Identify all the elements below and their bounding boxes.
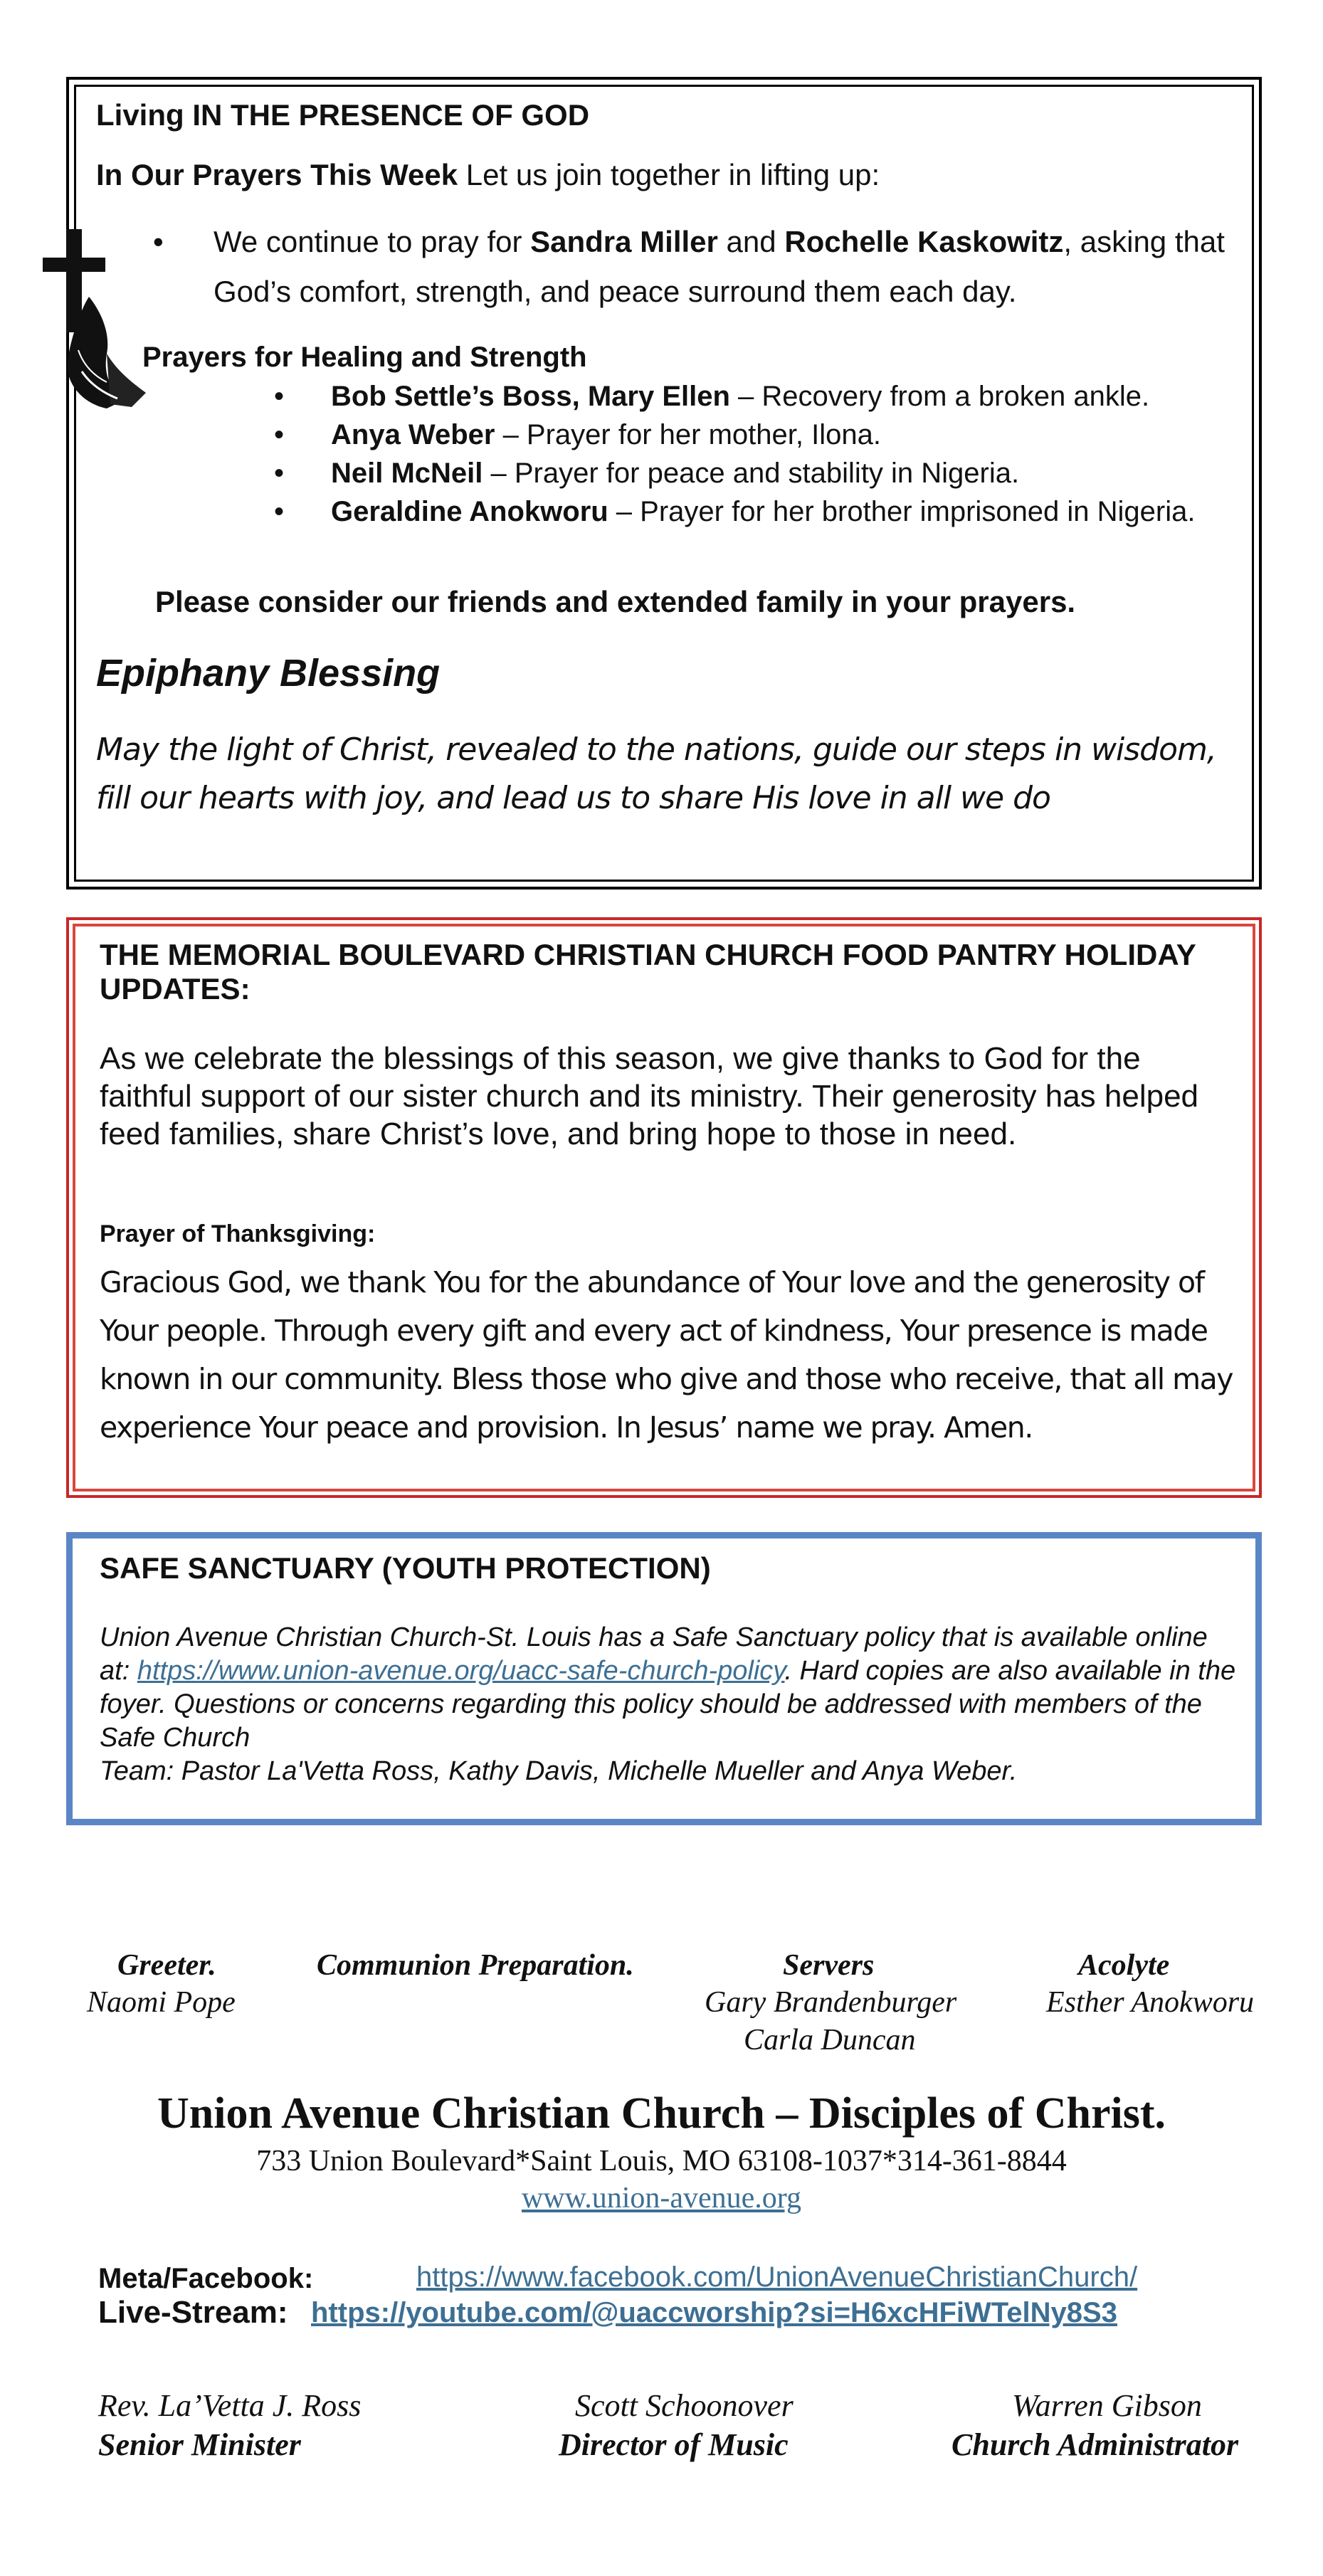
greeter-name: Naomi Pope — [87, 1986, 236, 2019]
communion-label: Communion Preparation. — [317, 1949, 634, 1982]
church-website-link[interactable]: www.union-avenue.org — [521, 2182, 802, 2215]
staff-name: Warren Gibson — [1012, 2388, 1202, 2423]
livestream-link[interactable]: https://youtube.com/@uaccworship?si=H6xcHFiWTelNy8S3 — [311, 2297, 1117, 2328]
servers-label: Servers — [783, 1949, 875, 1982]
church-address: 733 Union Boulevard*Saint Louis, MO 63108-1037*314-361-8844 — [256, 2145, 1067, 2178]
thanksgiving-prayer: Gracious God, we thank You for the abundance of Your love and the generosity of Your people. Through every gift and every act of kindness, Your presence is made known in our community. Bless those who give and those who receive, that all may experience Your peace and provision. In Jesus’ name we pray. Amen. — [100, 1265, 1233, 1445]
sanctuary-title: SAFE SANCTUARY (YOUTH PROTECTION) — [100, 1551, 711, 1585]
prayer-bullet-text: We continue to pray for Sandra Miller and Rochelle Kaskowitz, asking that God’s comfort, strength, and peace surround them each day. — [214, 225, 1225, 308]
server-name: Gary Brandenburger — [705, 1986, 957, 2019]
bullet-dot: • — [153, 225, 164, 258]
acolyte-name: Esther Anokworu — [1046, 1986, 1255, 2019]
livestream-label: Live-Stream: — [98, 2295, 288, 2330]
server-name: Carla Duncan — [744, 2024, 916, 2057]
safe-church-policy-link[interactable]: https://www.union-avenue.org/uacc-safe-church-policy — [137, 1656, 785, 1686]
consider-note: Please consider our friends and extended family in your prayers. — [155, 585, 1076, 618]
greeter-label: Greeter. — [117, 1949, 216, 1982]
praying-hands-cross-icon — [39, 229, 153, 414]
prayer-bullet — [153, 217, 1256, 324]
facebook-link[interactable]: https://www.facebook.com/UnionAvenueChristianChurch/ — [416, 2261, 1138, 2293]
staff-title: Church Administrator — [952, 2427, 1239, 2462]
sanctuary-team: Team: Pastor La'Vetta Ross, Kathy Davis, Michelle Mueller and Anya Weber. — [100, 1756, 1018, 1786]
pantry-title: THE MEMORIAL BOULEVARD CHRISTIAN CHURCH FOOD PANTRY HOLIDAY UPDATES: — [100, 938, 1196, 1005]
acolyte-label: Acolyte — [1078, 1949, 1170, 1982]
healing-heading: Prayers for Healing and Strength — [142, 342, 587, 373]
staff-title: Senior Minister — [98, 2427, 301, 2462]
staff-name: Rev. La’Vetta J. Ross — [98, 2388, 362, 2423]
epiphany-title: Epiphany Blessing — [96, 652, 441, 695]
prayers-intro: In Our Prayers This Week Let us join together in lifting up: — [96, 158, 880, 191]
staff-name: Scott Schoonover — [575, 2388, 794, 2423]
prayers-heading: Living IN THE PRESENCE OF GOD — [96, 98, 590, 132]
sanctuary-text: Union Avenue Christian Church-St. Louis has a Safe Sanctuary policy that is available online at: https://www.union-avenue.org/uacc-safe-church-policy. Hard copies are also available in the foyer. Questions or concerns regarding this policy should be addressed with members of the Safe Church Team: Pastor La'Vetta Ross, Kathy Davis, Michelle Mueller and Anya Weber. — [100, 1622, 1236, 1786]
staff-title: Director of Music — [559, 2427, 789, 2462]
facebook-label: Meta/Facebook: — [98, 2263, 314, 2294]
pantry-text: As we celebrate the blessings of this season, we give thanks to God for the faithful support of our sister church and its ministry. Their generosity has helped feed families, share Christ’s love, and bring hope to those in need. — [100, 1041, 1199, 1151]
church-name: Union Avenue Christian Church – Disciples of Christ. — [157, 2089, 1166, 2138]
thanksgiving-heading: Prayer of Thanksgiving: — [100, 1220, 376, 1247]
epiphany-blessing: May the light of Christ, revealed to the nations, guide our steps in wisdom, fill our hearts with joy, and lead us to share His love in all we do — [96, 732, 1216, 816]
